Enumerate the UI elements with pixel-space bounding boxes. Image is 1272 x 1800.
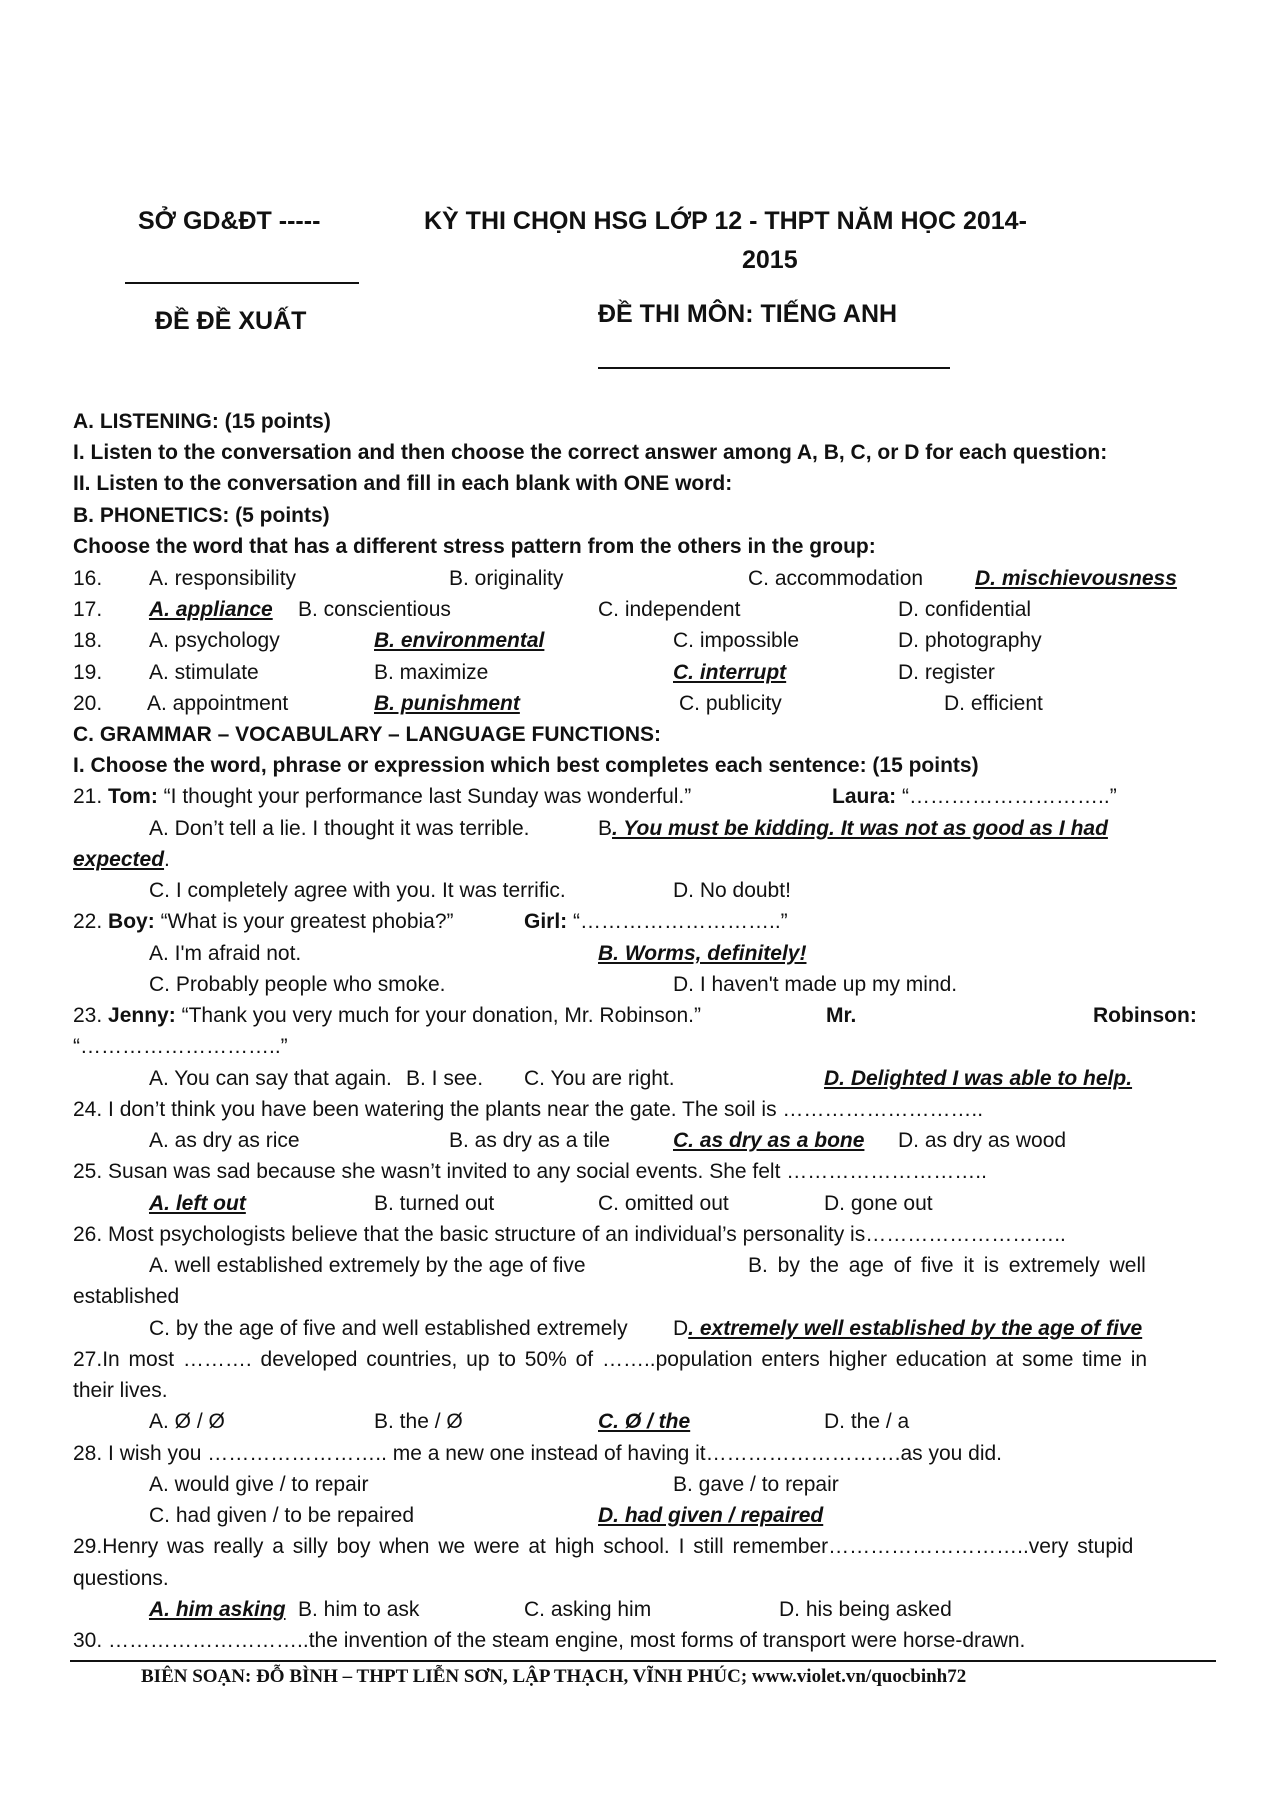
exam-title-line2: 2015 <box>742 246 798 274</box>
quote-robinson: “………………………..” <box>73 1035 288 1058</box>
option-b-prefix: B <box>598 817 613 840</box>
option-b-answer: B. punishment <box>374 692 520 715</box>
speaker-tom: Tom: <box>108 785 158 808</box>
option-b-answer: B. Worms, definitely! <box>598 942 807 965</box>
question-number: 22. <box>73 910 103 933</box>
option-c: C. Probably people who smoke. <box>149 973 446 996</box>
option-c: C. omitted out <box>598 1192 729 1215</box>
exam-title-line1: KỲ THI CHỌN HSG LỚP 12 - THPT NĂM HỌC 2014- <box>424 207 1027 235</box>
speaker-boy: Boy: <box>108 910 155 933</box>
header-right-rule <box>598 367 950 369</box>
option-b-continued: established <box>73 1285 180 1308</box>
option-d: D. as dry as wood <box>898 1129 1067 1152</box>
option-d: D. photography <box>898 629 1042 652</box>
question-23-stem <box>73 1004 701 1028</box>
question-number: 23. <box>73 1004 103 1027</box>
option-d: D. No doubt! <box>673 879 791 902</box>
option-a: A. stimulate <box>149 661 259 684</box>
speaker-laura: Laura: <box>832 785 897 808</box>
question-30-stem: 30. ………………………..the invention of the steam engine, most forms of transport were horse-drawn. <box>73 1629 1026 1652</box>
option-b-answer <box>598 817 1108 841</box>
footer-rule <box>70 1660 1216 1662</box>
quote-jenny: “Thank you very much for your donation, Mr. Robinson.” <box>181 1004 701 1027</box>
question-22-stem <box>73 910 454 934</box>
phonetics-instruction: Choose the word that has a different stress pattern from the others in the group: <box>73 535 876 558</box>
option-b-text-end: expected <box>73 848 165 871</box>
question-27-stem-continued: their lives. <box>73 1379 168 1402</box>
question-number: 16. <box>73 567 103 590</box>
option-b: B. by the age of five it is extremely well <box>748 1254 1146 1277</box>
question-21-reply <box>832 785 1117 809</box>
option-c: C. asking him <box>524 1598 652 1621</box>
option-d-text: . extremely well established by the age of five <box>688 1317 1143 1340</box>
quote-laura: “………………………..” <box>902 785 1117 808</box>
question-number: 18. <box>73 629 103 652</box>
question-24-stem: 24. I don’t think you have been watering the plants near the gate. The soil is ……………………….. <box>73 1098 984 1121</box>
option-b: B. conscientious <box>298 598 451 621</box>
proposed-exam-label-clip <box>150 307 340 336</box>
question-22-reply <box>524 910 788 934</box>
speaker-jenny: Jenny: <box>108 1004 176 1027</box>
option-b: B. I see. <box>406 1067 484 1090</box>
listening-part-1: I. Listen to the conversation and then choose the correct answer among A, B, C, or D for each question: <box>73 441 1108 464</box>
option-b-period: . <box>164 848 170 871</box>
option-d: D. I haven't made up my mind. <box>673 973 958 996</box>
option-c: C. impossible <box>673 629 800 652</box>
subject-label-clip <box>590 297 950 328</box>
option-c: C. had given / to be repaired <box>149 1504 415 1527</box>
option-a: A. You can say that again. <box>149 1067 392 1090</box>
option-c: C. You are right. <box>524 1067 675 1090</box>
option-a: A. responsibility <box>149 567 297 590</box>
question-27-stem: 27.In most ………. developed countries, up to 50% of ……..population enters higher education at some time in <box>73 1348 1148 1371</box>
question-number: 17. <box>73 598 103 621</box>
question-number: 19. <box>73 661 103 684</box>
option-d-answer: D. mischievousness <box>975 567 1177 590</box>
section-grammar: C. GRAMMAR – VOCABULARY – LANGUAGE FUNCTIONS: <box>73 723 662 746</box>
option-b: B. gave / to repair <box>673 1473 839 1496</box>
option-d: D. the / a <box>824 1410 910 1433</box>
option-a: A. Ø / Ø <box>149 1410 225 1433</box>
option-c: C. I completely agree with you. It was terrific. <box>149 879 566 902</box>
option-d-prefix: D <box>673 1317 689 1340</box>
option-a: A. well established extremely by the age of five <box>149 1254 586 1277</box>
option-b: B. maximize <box>374 661 489 684</box>
subject-label: ĐỀ THI MÔN: TIẾNG ANH <box>598 300 898 328</box>
option-c: C. by the age of five and well established extremely <box>149 1317 628 1340</box>
option-a-answer: A. left out <box>149 1192 246 1215</box>
option-a: A. would give / to repair <box>149 1473 369 1496</box>
header-left-rule <box>125 282 359 284</box>
speaker-mr: Mr. <box>826 1004 857 1027</box>
grammar-instruction: I. Choose the word, phrase or expression which best completes each sentence: (15 points) <box>73 754 979 777</box>
option-a: A. Don’t tell a lie. I thought it was terrible. <box>149 817 530 840</box>
option-c-answer: C. interrupt <box>673 661 787 684</box>
option-b: B. him to ask <box>298 1598 420 1621</box>
speaker-girl: Girl: <box>524 910 568 933</box>
option-d: D. register <box>898 661 995 684</box>
option-b-answer: B. environmental <box>374 629 545 652</box>
option-b: B. the / Ø <box>374 1410 463 1433</box>
option-c-answer: C. as dry as a bone <box>673 1129 865 1152</box>
option-d-answer: D. had given / repaired <box>598 1504 824 1527</box>
option-b-continued <box>73 848 170 872</box>
section-listening: A. LISTENING: (15 points) <box>73 410 331 433</box>
quote-girl: “………………………..” <box>573 910 788 933</box>
option-a-answer: A. appliance <box>149 598 273 621</box>
question-28-stem: 28. I wish you …………………….. me a new one instead of having it……………………….as you did. <box>73 1442 1003 1465</box>
option-d-answer <box>673 1317 1142 1341</box>
option-b: B. turned out <box>374 1192 495 1215</box>
proposed-exam-label: ĐỀ ĐỀ XUẤT <box>155 307 307 335</box>
option-a-answer: A. him asking <box>149 1598 286 1621</box>
option-b: B. originality <box>449 567 564 590</box>
option-a: A. I'm afraid not. <box>149 942 302 965</box>
section-phonetics: B. PHONETICS: (5 points) <box>73 504 330 527</box>
option-d: D. efficient <box>944 692 1043 715</box>
department-label: SỞ GD&ĐT ----- <box>138 207 321 235</box>
option-d: D. his being asked <box>779 1598 952 1621</box>
footer-credit: BIÊN SOẠN: ĐỖ BÌNH – THPT LIỄN SƠN, LẬP THẠCH, VĨNH PHÚC; www.violet.vn/quocbinh72 <box>141 1666 967 1687</box>
option-b: B. as dry as a tile <box>449 1129 611 1152</box>
option-d: D. confidential <box>898 598 1032 621</box>
question-29-stem-continued: questions. <box>73 1567 169 1590</box>
question-number: 20. <box>73 692 103 715</box>
option-d-answer: D. Delighted I was able to help. <box>824 1067 1133 1090</box>
option-c: C. independent <box>598 598 741 621</box>
option-c-answer: C. Ø / the <box>598 1410 691 1433</box>
option-a: A. appointment <box>147 692 289 715</box>
question-29-stem: 29.Henry was really a silly boy when we were at high school. I still remember………………………..very stupid <box>73 1535 1134 1558</box>
question-26-stem: 26. Most psychologists believe that the basic structure of an individual’s personality is……………………….. <box>73 1223 1066 1246</box>
quote-boy: “What is your greatest phobia?” <box>160 910 454 933</box>
listening-part-2: II. Listen to the conversation and fill in each blank with ONE word: <box>73 472 733 495</box>
question-21-stem <box>73 785 691 809</box>
option-d: D. gone out <box>824 1192 933 1215</box>
option-b-text: . You must be kidding. It was not as good as I had <box>612 817 1108 840</box>
option-a: A. psychology <box>149 629 280 652</box>
question-number: 21. <box>73 785 103 808</box>
option-a: A. as dry as rice <box>149 1129 300 1152</box>
question-25-stem: 25. Susan was sad because she wasn’t invited to any social events. She felt ……………………….. <box>73 1160 987 1183</box>
option-c: C. publicity <box>679 692 782 715</box>
quote-tom: “I thought your performance last Sunday was wonderful.” <box>163 785 692 808</box>
speaker-robinson: Robinson: <box>1093 1004 1197 1027</box>
option-c: C. accommodation <box>748 567 924 590</box>
